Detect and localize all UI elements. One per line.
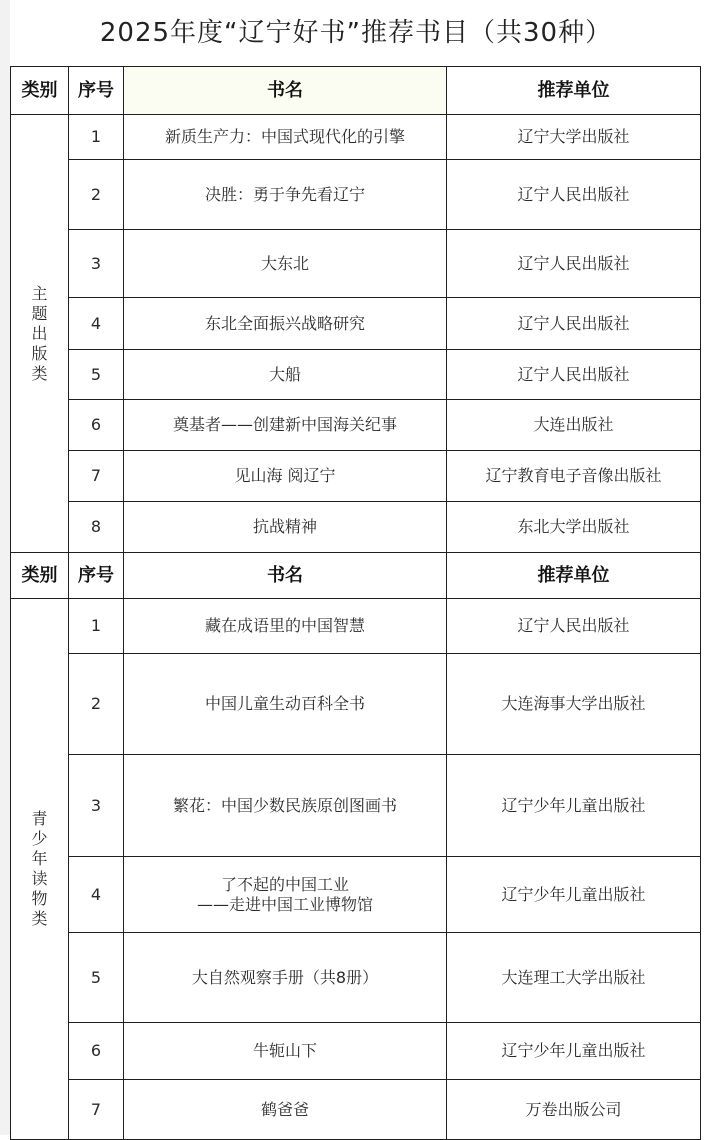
row-publisher: 大连海事大学出版社: [447, 654, 701, 755]
page-title: 2025年度“辽宁好书”推荐书目（共30种）: [99, 18, 613, 48]
header-book-title: 书名: [124, 67, 447, 115]
table-row: [11, 1080, 701, 1140]
category-char: 版: [31, 343, 48, 363]
category-char: 类: [31, 363, 48, 383]
category-char: 类: [31, 909, 48, 928]
table-row: [11, 755, 701, 857]
book-subtitle-line: ——走进中国工业博物馆: [196, 894, 373, 914]
category-char: 青: [31, 809, 48, 828]
row-book-title: 大自然观察手册（共8册）: [124, 933, 447, 1023]
row-index: 5: [69, 350, 124, 400]
category-cell-theme: [11, 115, 69, 553]
table-row: [11, 350, 701, 400]
row-index: 7: [69, 1080, 124, 1140]
row-book-title: 见山海 阅辽宁: [124, 451, 447, 502]
row-index: 3: [69, 230, 124, 298]
table-header-row: [11, 553, 701, 599]
table-row: [11, 1023, 701, 1080]
table-row: [11, 160, 701, 230]
row-book-title: 东北全面振兴战略研究: [124, 298, 447, 350]
category-char: 少: [31, 829, 48, 848]
row-book-title: 大船: [124, 350, 447, 400]
book-list-table: [10, 66, 701, 1140]
row-publisher: 大连出版社: [447, 400, 701, 451]
row-publisher: 东北大学出版社: [447, 502, 701, 553]
table-row: [11, 451, 701, 502]
row-index: 6: [69, 1023, 124, 1080]
header-publisher: 推荐单位: [447, 67, 701, 115]
row-book-title: 繁花：中国少数民族原创图画书: [124, 755, 447, 857]
table-row: [11, 298, 701, 350]
book-title-line: 了不起的中国工业: [220, 874, 349, 894]
category-char: 主: [31, 283, 48, 303]
table-header-row: [11, 67, 701, 115]
category-char: 年: [31, 849, 48, 868]
header-book-title: 书名: [124, 553, 447, 599]
row-book-title: [124, 857, 447, 933]
row-publisher: 辽宁人民出版社: [447, 160, 701, 230]
left-margin-strip: [0, 0, 10, 1135]
row-index: 4: [69, 298, 124, 350]
row-publisher: 万卷出版公司: [447, 1080, 701, 1140]
table-row: [11, 599, 701, 654]
row-book-title: 新质生产力：中国式现代化的引擎: [124, 115, 447, 160]
header-category: 类别: [11, 553, 69, 599]
category-char: 出: [31, 323, 48, 343]
row-book-title: 中国儿童生动百科全书: [124, 654, 447, 755]
row-book-title: 藏在成语里的中国智慧: [124, 599, 447, 654]
row-index: 2: [69, 654, 124, 755]
row-publisher: 辽宁人民出版社: [447, 350, 701, 400]
table-row: [11, 654, 701, 755]
header-index: 序号: [69, 553, 124, 599]
row-publisher: 辽宁少年儿童出版社: [447, 1023, 701, 1080]
row-publisher: 辽宁大学出版社: [447, 115, 701, 160]
row-index: 3: [69, 755, 124, 857]
row-book-title: 奠基者——创建新中国海关纪事: [124, 400, 447, 451]
table-row: [11, 502, 701, 553]
row-publisher: 辽宁人民出版社: [447, 230, 701, 298]
table-row: [11, 933, 701, 1023]
row-book-title: 牛轭山下: [124, 1023, 447, 1080]
row-publisher: 大连理工大学出版社: [447, 933, 701, 1023]
row-index: 1: [69, 115, 124, 160]
category-char: 读: [31, 869, 48, 888]
row-index: 8: [69, 502, 124, 553]
row-publisher: 辽宁少年儿童出版社: [447, 857, 701, 933]
row-index: 2: [69, 160, 124, 230]
category-char: 物: [31, 889, 48, 908]
category-cell-youth: [11, 599, 69, 1140]
row-publisher: 辽宁少年儿童出版社: [447, 755, 701, 857]
row-index: 1: [69, 599, 124, 654]
row-publisher: 辽宁教育电子音像出版社: [447, 451, 701, 502]
row-book-title: 鹤爸爸: [124, 1080, 447, 1140]
table-row: [11, 400, 701, 451]
row-book-title: 决胜：勇于争先看辽宁: [124, 160, 447, 230]
row-book-title: 抗战精神: [124, 502, 447, 553]
table-row: [11, 230, 701, 298]
header-publisher: 推荐单位: [447, 553, 701, 599]
row-index: 4: [69, 857, 124, 933]
category-char: 题: [31, 303, 48, 323]
table-row: [11, 857, 701, 933]
table-row: [11, 115, 701, 160]
row-index: 5: [69, 933, 124, 1023]
header-category: 类别: [11, 67, 69, 115]
row-index: 6: [69, 400, 124, 451]
row-publisher: 辽宁人民出版社: [447, 298, 701, 350]
header-index: 序号: [69, 67, 124, 115]
row-book-title: 大东北: [124, 230, 447, 298]
row-publisher: 辽宁人民出版社: [447, 599, 701, 654]
row-index: 7: [69, 451, 124, 502]
